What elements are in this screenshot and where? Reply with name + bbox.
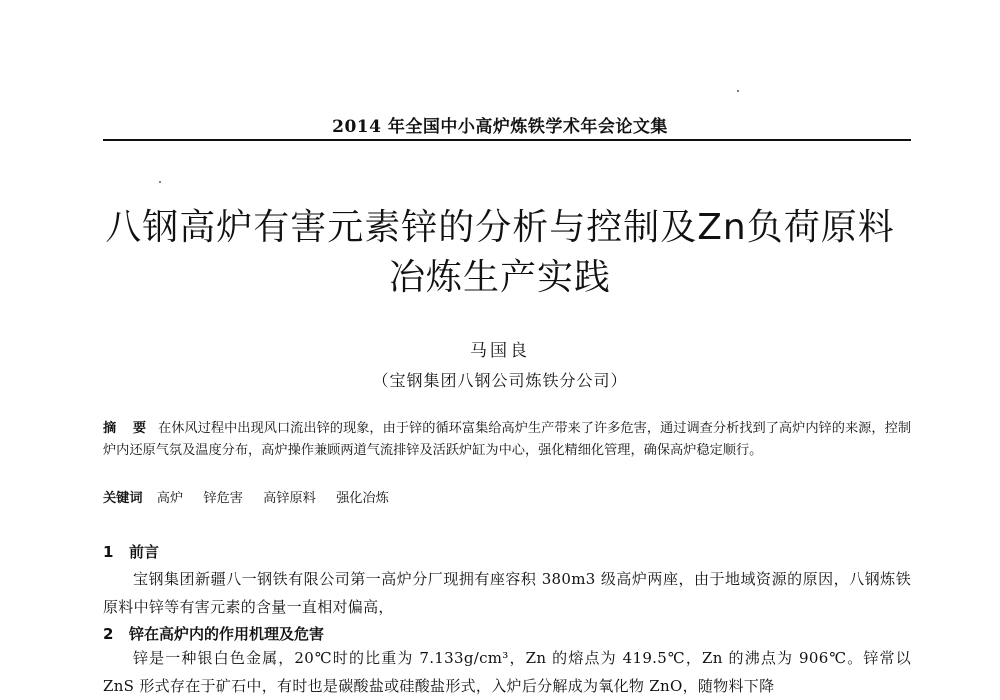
scan-speck bbox=[737, 90, 739, 92]
running-header: 2014 年全国中小高炉炼铁学术年会论文集 bbox=[332, 117, 668, 137]
section-number: 1 bbox=[103, 543, 114, 561]
keywords-label: 关键词 bbox=[103, 491, 143, 506]
keyword: 高锌原料 bbox=[263, 491, 316, 506]
scan-speck bbox=[159, 181, 161, 183]
keyword: 强化冶炼 bbox=[336, 491, 389, 506]
section-number: 2 bbox=[103, 625, 114, 643]
keywords bbox=[103, 488, 911, 510]
paper-title bbox=[0, 203, 1000, 303]
header-rule bbox=[103, 139, 911, 141]
section-paragraph: 宝钢集团新疆八一钢铁有限公司第一高炉分厂现拥有座容积 380m3 级高炉两座，由于地域资源的原因，八钢炼铁原料中锌等有害元素的含量一直相对偏高， bbox=[103, 570, 911, 616]
abstract-text: 在休风过程中出现风口流出锌的现象，由于锌的循环富集给高炉生产带来了许多危害，通过调查分析找到了高炉内锌的来源，控制炉内还原气氛及温度分布，高炉操作兼顾两道气流排锌及活跃炉缸为中心，强化精细化管理，确保高炉稳定顺行。 bbox=[103, 421, 912, 458]
keyword: 高炉 bbox=[156, 491, 184, 506]
section-title: 前言 bbox=[129, 543, 160, 561]
paper-title-line-1: 八钢高炉有害元素锌的分析与控制及Zn负荷原料 bbox=[105, 207, 895, 248]
author-affiliation: （宝钢集团八钢公司炼铁分公司） bbox=[372, 371, 628, 390]
section-title: 锌在高炉内的作用机理及危害 bbox=[129, 625, 325, 643]
keyword: 锌危害 bbox=[203, 491, 243, 506]
author-name: 马国良 bbox=[470, 341, 530, 361]
paper-title-line-2: 冶炼生产实践 bbox=[388, 257, 611, 298]
abstract-label: 摘 要 bbox=[103, 421, 153, 436]
section-heading bbox=[103, 623, 911, 644]
section-heading bbox=[103, 541, 911, 562]
section-paragraph: 锌是一种银白色金属，20℃时的比重为 7.133g/cm³，Zn 的熔点为 419.5℃，Zn 的沸点为 906℃。锌常以 ZnS 形式存在于矿石中，有时也是碳酸盐或硅酸盐形式，入炉后分解成为氧化物 ZnO，随物料下降 bbox=[103, 649, 911, 695]
abstract bbox=[103, 418, 911, 462]
